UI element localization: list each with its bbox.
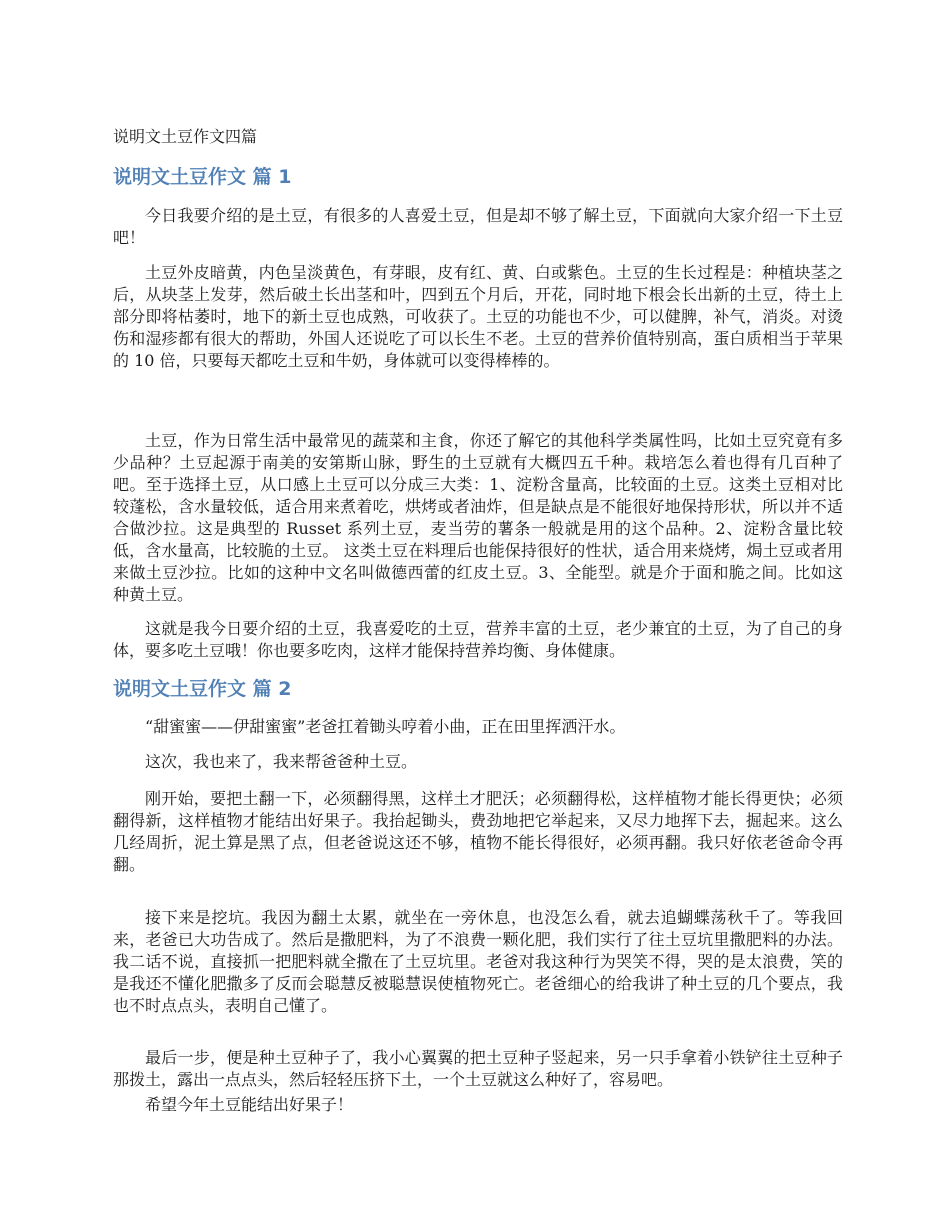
paragraph: 这就是我今日要介绍的土豆，我喜爱吃的土豆，营养丰富的土豆，老少兼宜的土豆，为了自己的身体，要多吃土豆哦！你也要多吃肉，这样才能保持营养均衡、身体健康。	[113, 619, 843, 660]
paragraph: “甜蜜蜜——伊甜蜜蜜”老爸扛着锄头哼着小曲，正在田里挥洒汗水。	[145, 717, 626, 736]
paragraph: 今日我要介绍的是土豆，有很多的人喜爱土豆，但是却不够了解土豆，下面就向大家介绍一下土豆吧！	[113, 206, 843, 247]
section-heading-1: 说明文土豆作文 篇 1	[113, 166, 292, 188]
section-heading-2: 说明文土豆作文 篇 2	[113, 678, 292, 700]
document-title: 说明文土豆作文四篇	[113, 127, 258, 146]
paragraph: 最后一步，便是种土豆种子了，我小心翼翼的把土豆种子竖起来，另一只手拿着小铁铲往土豆种子那拨土，露出一点点头，然后轻轻压挤下土，一个土豆就这么种好了，容易吧。	[113, 1048, 843, 1089]
paragraph: 土豆，作为日常生活中最常见的蔬菜和主食，你还了解它的其他科学类属性吗，比如土豆究竟有多少品种？土豆起源于南美的安第斯山脉，野生的土豆就有大概四五千种。栽培怎么着也得有几百种了吧。至于选择土豆，从口感上土豆可以分成三大类：1、淀粉含量高，比较面的土豆。这类土豆相对比较蓬松，含水量较低，适合用来煮着吃，烘烤或者油炸，但是缺点是不能很好地保持形状，所以并不适合做沙拉。这是典型的 Russet 系列土豆，麦当劳的薯条一般就是用的这个品种。2、淀粉含量比较低，含水量高，比较脆的土豆。 这类土豆在料理后也能保持很好的性状，适合用来烧烤，焗土豆或者用来做土豆沙拉。比如的这种中文名叫做德西蕾的红皮土豆。3、全能型。就是介于面和脆之间。比如这种黄土豆。	[113, 431, 843, 604]
paragraph: 希望今年土豆能结出好果子！	[145, 1095, 354, 1114]
paragraph: 刚开始，要把土翻一下，必须翻得黑，这样土才肥沃；必须翻得松，这样植物才能长得更快；必须翻得新，这样植物才能结出好果子。我抬起锄头，费劲地把它举起来，又尽力地挥下去，掘起来。这么几经周折，泥土算是黑了点，但老爸说这还不够，植物不能长得很好，必须再翻。我只好依老爸命令再翻。	[113, 789, 843, 874]
paragraph: 这次，我也来了，我来帮爸爸种土豆。	[145, 752, 418, 771]
paragraph: 接下来是挖坑。我因为翻土太累，就坐在一旁休息，也没怎么看，就去追蝴蝶荡秋千了。等我回来，老爸已大功告成了。然后是撒肥料，为了不浪费一颗化肥，我们实行了往土豆坑里撒肥料的办法。我二话不说，直接抓一把肥料就全撒在了土豆坑里。老爸对我这种行为哭笑不得，哭的是太浪费，笑的是我还不懂化肥撒多了反而会聪慧反被聪慧误使植物死亡。老爸细心的给我讲了种土豆的几个要点，我也不时点点头，表明自己懂了。	[113, 908, 843, 1015]
paragraph: 土豆外皮暗黄，内色呈淡黄色，有芽眼，皮有红、黄、白或紫色。土豆的生长过程是：种植块茎之后，从块茎上发芽，然后破土长出茎和叶，四到五个月后，开花，同时地下根会长出新的土豆，待土上部分即将枯萎时，地下的新土豆也成熟，可收获了。土豆的功能也不少，可以健脾，补气，消炎。对烫伤和湿疹都有很大的帮助，外国人还说吃了可以长生不老。土豆的营养价值特别高，蛋白质相当于苹果的 10 倍，只要每天都吃土豆和牛奶，身体就可以变得棒棒的。	[113, 263, 843, 370]
